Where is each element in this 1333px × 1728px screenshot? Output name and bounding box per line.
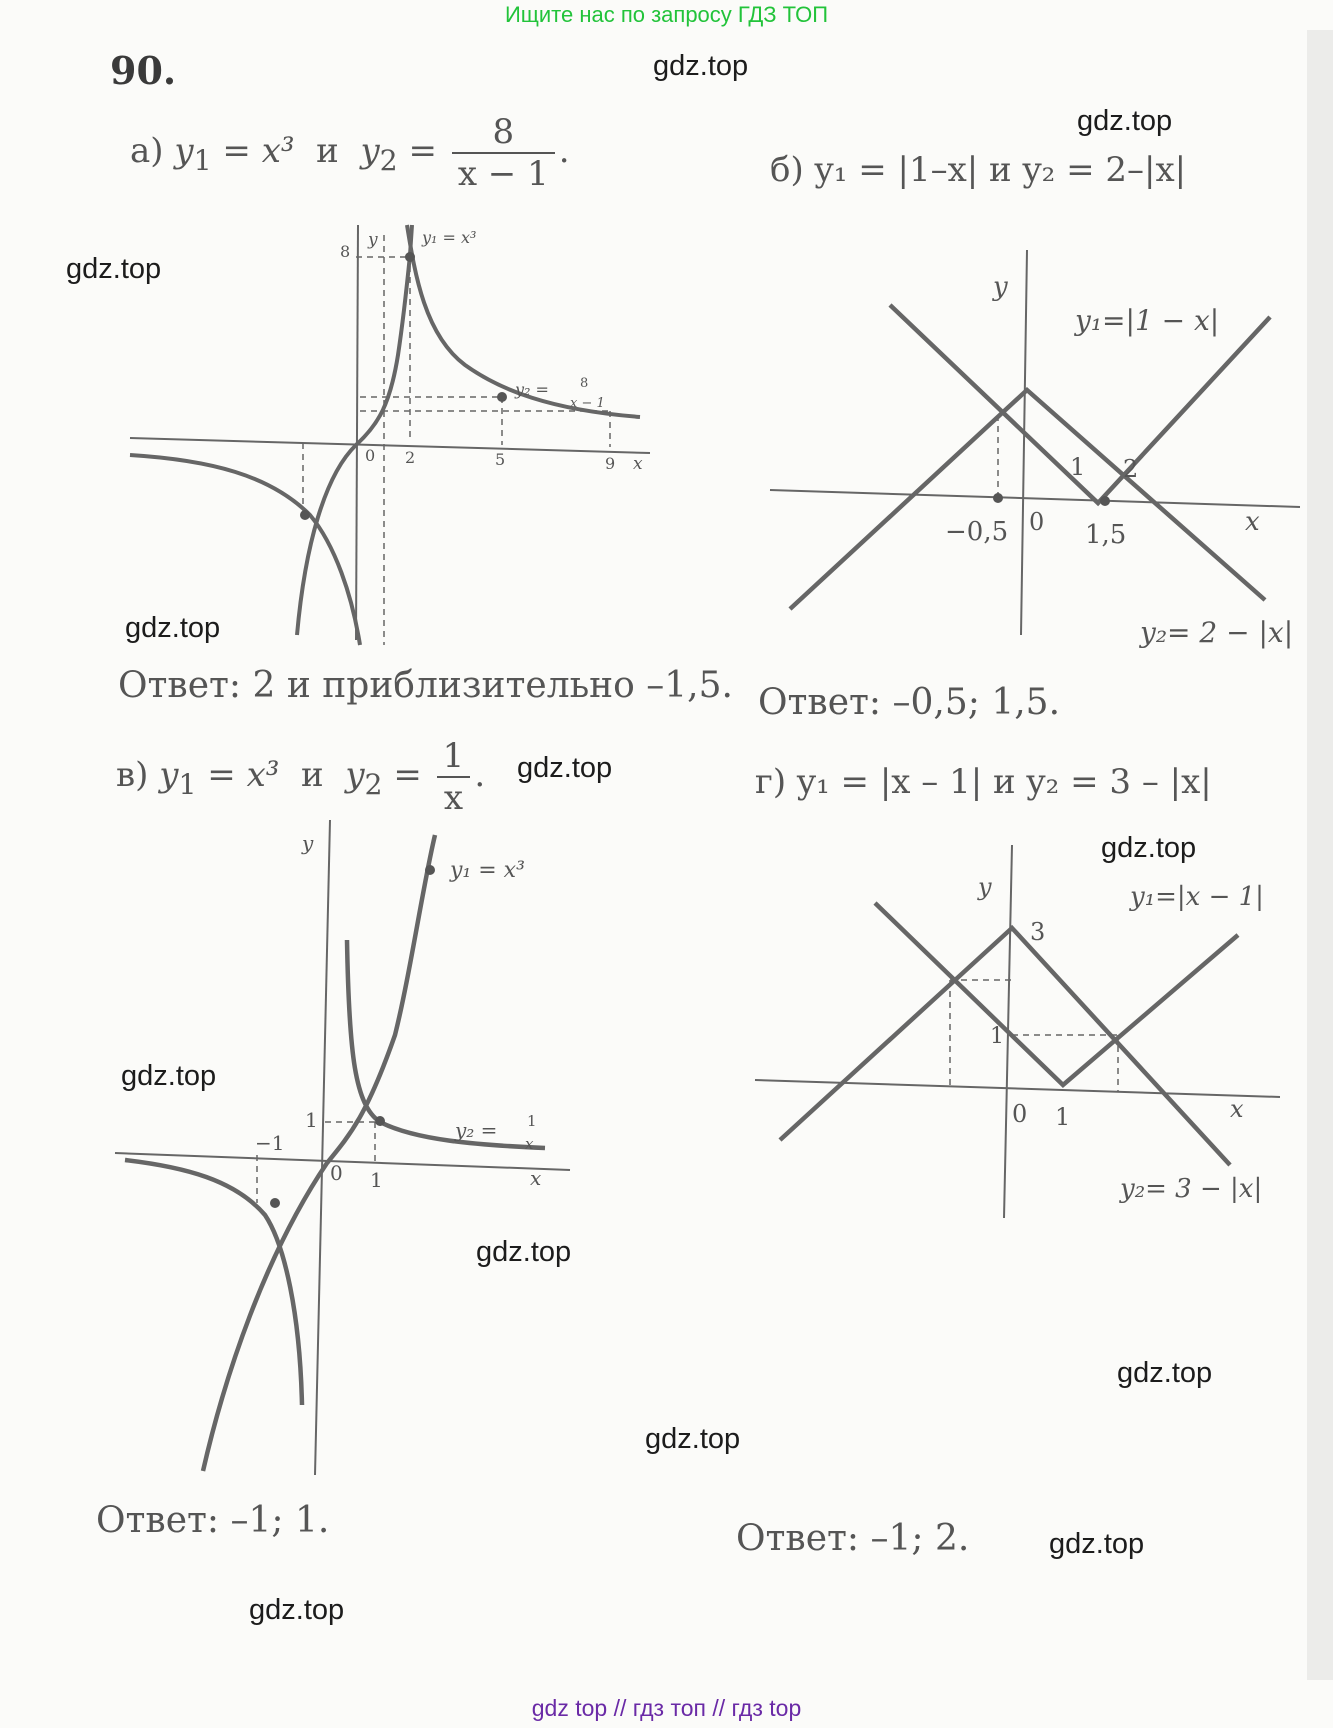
y1-rhs: x³ <box>261 131 295 171</box>
tick-label: 1 <box>370 1168 383 1192</box>
y-axis <box>315 820 330 1475</box>
axis-y-label: y <box>368 230 378 250</box>
origin-label: 0 <box>1029 508 1045 536</box>
curve-point <box>425 865 435 875</box>
origin-label: 0 <box>365 446 376 465</box>
y2-denominator: x − 1 <box>570 396 605 411</box>
period: . <box>558 131 570 171</box>
curve-y2-left <box>125 1160 302 1405</box>
watermark: gdz.top <box>1101 832 1197 864</box>
x-axis <box>770 490 1300 507</box>
conjunction: и <box>316 131 339 171</box>
answer-a: Ответ: 2 и приблизительно –1,5. <box>118 665 733 706</box>
watermark: gdz.top <box>653 50 749 82</box>
watermark: gdz.top <box>1049 1528 1145 1560</box>
tick-label: 1,5 <box>1085 520 1127 550</box>
y-axis <box>1021 250 1027 635</box>
answer-b: Ответ: –0,5; 1,5. <box>758 682 1061 723</box>
tick-label: 9 <box>605 454 616 473</box>
curve-y1 <box>203 835 435 1471</box>
equation-b: б) y₁ = |1–x| и y₂ = 2–|x| <box>770 150 1187 190</box>
y2-numerator: 1 <box>527 1112 537 1130</box>
numerator: 1 <box>437 736 471 778</box>
origin-label: 0 <box>1012 1100 1028 1128</box>
y1-label: y₁ = x³ <box>422 228 477 247</box>
y1-label: y₁=|x − 1| <box>1130 882 1264 912</box>
tick-label: −0,5 <box>945 517 1009 547</box>
intersection-point <box>405 252 415 262</box>
tick-label: 2 <box>405 448 416 467</box>
period: . <box>474 755 486 795</box>
watermark: gdz.top <box>66 253 162 285</box>
answer-v: Ответ: –1; 1. <box>96 1500 330 1541</box>
part-label: в) <box>116 755 149 795</box>
intersection-point <box>270 1198 280 1208</box>
y2-label: y₂ = <box>515 380 549 399</box>
tick-label: −1 <box>255 1131 285 1155</box>
origin-label: 0 <box>330 1161 343 1185</box>
curve-y2-right <box>347 940 545 1148</box>
graph-b <box>765 245 1315 655</box>
tick-label: 1 <box>1070 453 1086 481</box>
watermark: gdz.top <box>125 612 221 644</box>
axis-y-label: y <box>993 272 1008 302</box>
graph-g <box>750 840 1290 1230</box>
search-banner: Ищите нас по запросу ГДЗ ТОП <box>504 2 829 27</box>
equation-v: в) $y_1 = x^3$ и $y_2$ = $\frac{1}{x}$ . <box>116 736 486 818</box>
watermark: gdz.top <box>517 752 613 784</box>
graph-a <box>120 215 680 655</box>
y2-label: y₂ = <box>455 1118 498 1142</box>
axis-x-label: x <box>530 1166 542 1190</box>
numerator: 8 <box>452 112 555 154</box>
line-y1 <box>875 903 1238 1085</box>
tick-label: 2 <box>1123 455 1139 483</box>
fraction <box>452 112 555 194</box>
answer-point <box>1100 496 1110 506</box>
conjunction: и <box>301 755 324 795</box>
tick-label: 3 <box>1030 918 1046 946</box>
tick-label: 1 <box>305 1108 318 1132</box>
answer-g: Ответ: –1; 2. <box>736 1518 970 1559</box>
watermark: gdz.top <box>1077 105 1173 137</box>
graph-v <box>105 815 605 1480</box>
equation-g: г) y₁ = |x – 1| и y₂ = 3 – |x| <box>755 762 1212 802</box>
y2-label: y₂= 3 − |x| <box>1120 1174 1263 1204</box>
intersection-point <box>300 510 310 520</box>
curve-y2-left <box>130 455 360 645</box>
axis-y-label: y <box>978 873 992 901</box>
tick-label: 5 <box>495 450 506 469</box>
watermark: gdz.top <box>249 1594 345 1626</box>
equation-a: а) $y_1 = x^3$ и $y_2$ = $\frac{8}{x - 1}$ . <box>130 112 570 194</box>
y2-numerator: 8 <box>580 376 589 391</box>
watermark: gdz.top <box>645 1423 741 1455</box>
y2-label: y₂= 2 − |x| <box>1140 616 1294 649</box>
axis-x-label: x <box>1245 507 1260 537</box>
tick-label: 8 <box>340 242 351 261</box>
curve-point <box>497 392 507 402</box>
denominator: x − 1 <box>457 154 549 194</box>
axis-y-label: y <box>302 831 314 855</box>
watermark: gdz.top <box>121 1060 217 1092</box>
intersection-point <box>375 1116 385 1126</box>
fraction <box>437 736 471 818</box>
y-axis <box>356 225 358 640</box>
footer-links: gdz top // гдз топ // гдз top <box>531 1695 802 1721</box>
x-axis <box>130 438 650 453</box>
y2-denominator: x <box>525 1135 534 1153</box>
y1-label: y₁=|1 − x| <box>1075 304 1220 337</box>
tick-label: 1 <box>1055 1103 1071 1131</box>
answer-point <box>993 493 1003 503</box>
axis-x-label: x <box>1230 1095 1244 1123</box>
line-y2 <box>790 390 1265 609</box>
watermark: gdz.top <box>1117 1357 1213 1389</box>
curve-y1 <box>297 225 412 635</box>
part-label: а) <box>130 131 164 171</box>
y1-label: y₁ = x³ <box>450 858 525 883</box>
y1-rhs: x³ <box>246 755 280 795</box>
problem-number: 90. <box>110 48 177 93</box>
tick-label: 1 <box>990 1024 1004 1049</box>
watermark: gdz.top <box>476 1236 572 1268</box>
axis-x-label: x <box>633 454 643 474</box>
denominator: x <box>443 778 464 818</box>
